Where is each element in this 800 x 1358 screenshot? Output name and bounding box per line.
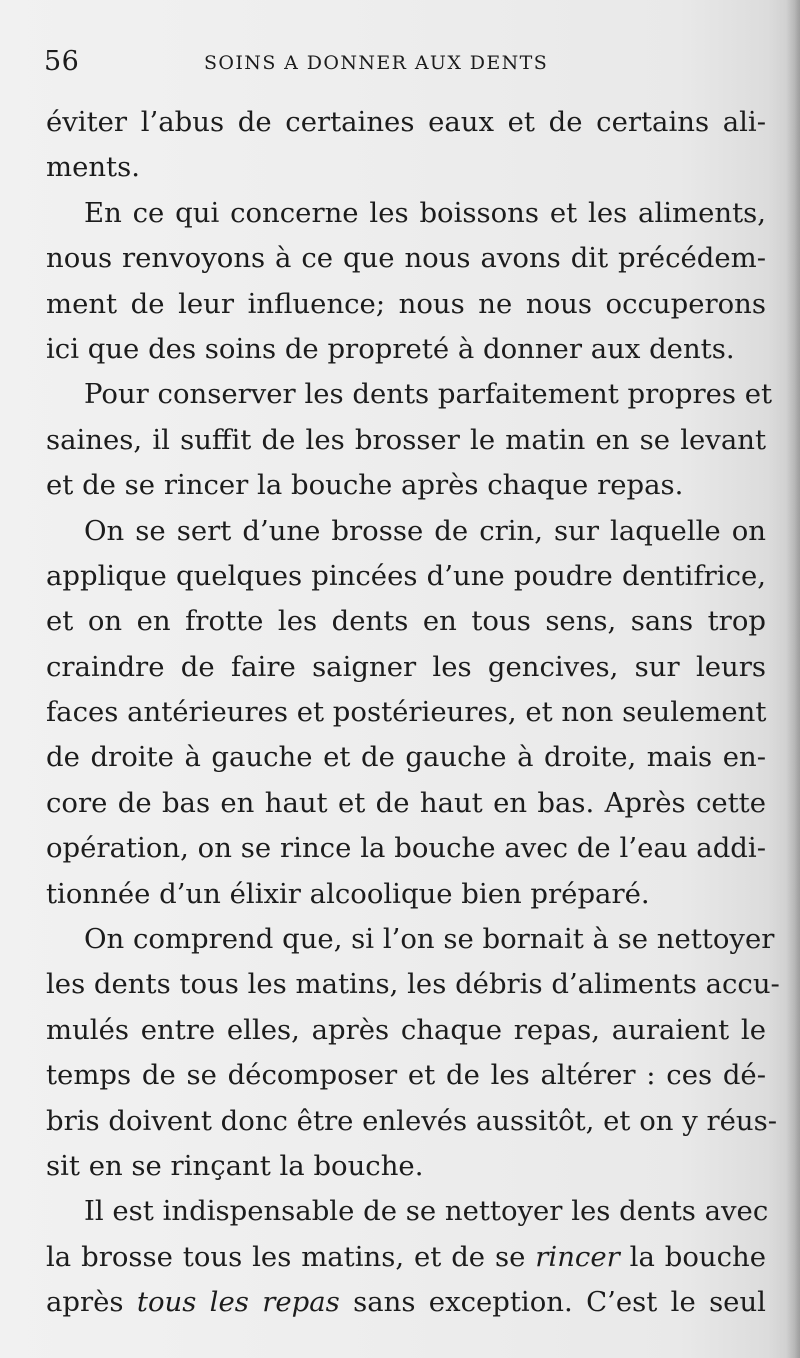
text-line: saines, il suffit de les brosser le matin en se levant bbox=[46, 423, 766, 456]
text-line: ments. bbox=[46, 151, 140, 184]
italic-word: rincer bbox=[535, 1240, 620, 1273]
text-line: craindre de faire saigner les gencives, sur leurs bbox=[46, 650, 766, 683]
paragraph-start-line: On se sert d’une brosse de crin, sur laquelle on bbox=[84, 514, 766, 547]
text-line: tionnée d’un élixir alcoolique bien préparé. bbox=[46, 877, 650, 910]
text-line: applique quelques pincées d’une poudre dentifrice, bbox=[46, 559, 766, 592]
text-line: bris doivent donc être enlevés aussitôt, et on y réus- bbox=[46, 1104, 778, 1137]
paragraph-start-line: En ce qui concerne les boissons et les aliments, bbox=[84, 196, 766, 229]
text-line: les dents tous les matins, les débris d’aliments accu- bbox=[46, 968, 780, 1001]
page-edge-shadow bbox=[786, 0, 800, 1358]
text-line: sit en se rinçant la bouche. bbox=[46, 1149, 424, 1182]
text-line: ment de leur influence; nous ne nous occuperons bbox=[46, 287, 766, 320]
text-line: et on en frotte les dents en tous sens, sans trop bbox=[46, 605, 766, 638]
body-text bbox=[46, 100, 780, 1326]
text-line: temps de se décomposer et de les altérer : ces dé- bbox=[46, 1059, 766, 1092]
text-line-with-italic bbox=[46, 1235, 766, 1280]
italic-phrase: tous les repas bbox=[136, 1286, 340, 1319]
text-line: faces antérieures et postérieures, et non seulement bbox=[46, 696, 767, 729]
text-segment: après bbox=[46, 1286, 137, 1319]
text-line: éviter l’abus de certaines eaux et de certains ali- bbox=[46, 106, 766, 138]
text-segment: la bouche bbox=[619, 1240, 766, 1273]
page-number: 56 bbox=[44, 46, 80, 77]
text-line: et de se rincer la bouche après chaque repas. bbox=[46, 469, 684, 502]
text-segment: la brosse tous les matins, et de se bbox=[46, 1240, 536, 1273]
text-line-with-italic bbox=[46, 1280, 766, 1325]
text-line: core de bas en haut et de haut en bas. Après cette bbox=[46, 786, 766, 819]
text-line: opération, on se rince la bouche avec de l’eau addi- bbox=[46, 832, 766, 865]
text-line: mulés entre elles, après chaque repas, auraient le bbox=[46, 1013, 766, 1046]
text-segment: sans exception. C’est le seul bbox=[339, 1286, 766, 1319]
text-line: ici que des soins de propreté à donner aux dents. bbox=[46, 332, 735, 365]
paragraph-start-line: Il est indispensable de se nettoyer les dents avec bbox=[84, 1195, 769, 1228]
text-line: de droite à gauche et de gauche à droite, mais en- bbox=[46, 741, 766, 774]
page-header bbox=[44, 46, 744, 86]
text-line: nous renvoyons à ce que nous avons dit précédem- bbox=[46, 242, 766, 275]
paragraph-start-line: Pour conserver les dents parfaitement propres et bbox=[84, 378, 773, 411]
running-title: SOINS A DONNER AUX DENTS bbox=[204, 52, 549, 74]
paragraph-start-line: On comprend que, si l’on se bornait à se nettoyer bbox=[84, 923, 775, 956]
